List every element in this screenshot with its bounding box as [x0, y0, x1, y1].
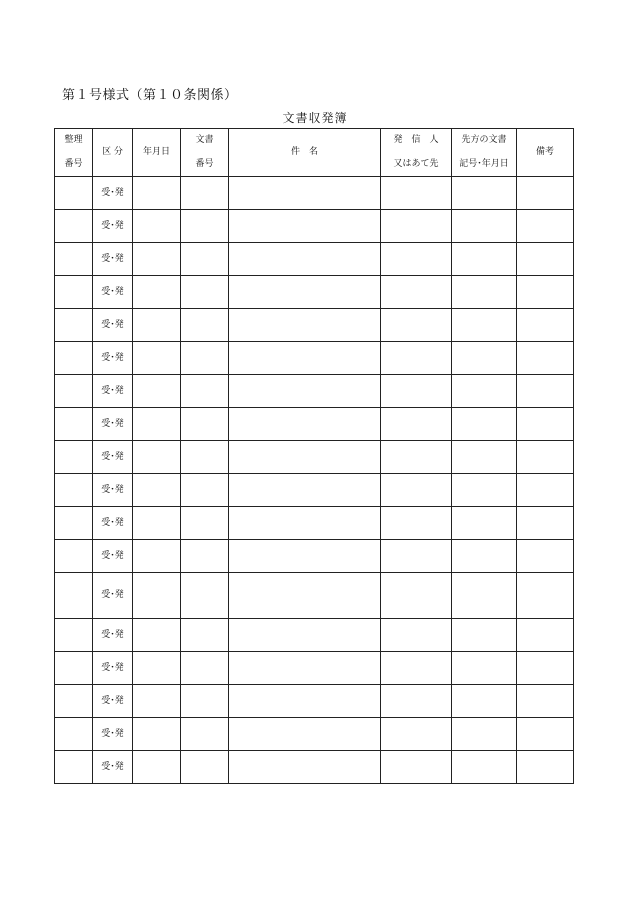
bikou-cell [517, 507, 574, 540]
bikou-cell [517, 751, 574, 784]
seiri-bangou-cell [55, 342, 93, 375]
header-kenmei: 件 名 [229, 129, 381, 177]
seiri-bangou-cell [55, 652, 93, 685]
kenmei-cell [229, 540, 381, 573]
sender-cell [381, 210, 452, 243]
kenmei-cell [229, 375, 381, 408]
kubun-cell: 受･発 [93, 243, 133, 276]
kenmei-cell [229, 718, 381, 751]
senpou-cell [452, 619, 517, 652]
bunsho-bangou-cell [181, 309, 229, 342]
senpou-cell [452, 276, 517, 309]
table-row [55, 540, 574, 573]
kubun-cell: 受･発 [93, 540, 133, 573]
seiri-bangou-cell [55, 375, 93, 408]
kenmei-cell [229, 751, 381, 784]
bikou-cell [517, 685, 574, 718]
bikou-cell [517, 540, 574, 573]
kubun-cell: 受･発 [93, 210, 133, 243]
kubun-cell: 受･発 [93, 573, 133, 619]
sender-cell [381, 540, 452, 573]
bikou-cell [517, 309, 574, 342]
kubun-cell: 受･発 [93, 652, 133, 685]
sender-cell [381, 342, 452, 375]
senpou-cell [452, 375, 517, 408]
seiri-bangou-cell [55, 540, 93, 573]
kenmei-cell [229, 652, 381, 685]
table-row [55, 342, 574, 375]
senpou-cell [452, 474, 517, 507]
kubun-cell: 受･発 [93, 441, 133, 474]
senpou-cell [452, 177, 517, 210]
kubun-cell: 受･発 [93, 474, 133, 507]
header-senpou [452, 129, 517, 177]
header-row [55, 129, 574, 177]
date-cell [133, 309, 181, 342]
bunsho-bangou-cell [181, 751, 229, 784]
bunsho-bangou-cell [181, 474, 229, 507]
bikou-cell [517, 441, 574, 474]
bikou-cell [517, 474, 574, 507]
date-cell [133, 276, 181, 309]
sender-cell [381, 408, 452, 441]
table-row [55, 751, 574, 784]
header-seiri-line1: 整理 [64, 135, 83, 145]
senpou-cell [452, 243, 517, 276]
sender-cell [381, 751, 452, 784]
senpou-cell [452, 309, 517, 342]
senpou-cell [452, 210, 517, 243]
bikou-cell [517, 718, 574, 751]
sender-cell [381, 309, 452, 342]
seiri-bangou-cell [55, 685, 93, 718]
date-cell [133, 685, 181, 718]
kubun-cell: 受･発 [93, 718, 133, 751]
senpou-cell [452, 573, 517, 619]
document-register-table [54, 128, 574, 784]
date-cell [133, 342, 181, 375]
date-cell [133, 507, 181, 540]
header-seiri-bangou [55, 129, 93, 177]
bikou-cell [517, 408, 574, 441]
table-row [55, 718, 574, 751]
date-cell [133, 474, 181, 507]
seiri-bangou-cell [55, 408, 93, 441]
senpou-cell [452, 441, 517, 474]
kubun-cell: 受･発 [93, 751, 133, 784]
bikou-cell [517, 243, 574, 276]
header-kubun: 区 分 [93, 129, 133, 177]
header-sender [381, 129, 452, 177]
sender-cell [381, 573, 452, 619]
senpou-cell [452, 342, 517, 375]
document-title: 文書収発簿 [282, 111, 348, 125]
header-sender-line1: 発 信 人 [393, 135, 439, 145]
seiri-bangou-cell [55, 619, 93, 652]
bunsho-bangou-cell [181, 573, 229, 619]
sender-cell [381, 177, 452, 210]
date-cell [133, 210, 181, 243]
kubun-cell: 受･発 [93, 276, 133, 309]
bikou-cell [517, 210, 574, 243]
seiri-bangou-cell [55, 718, 93, 751]
bunsho-bangou-cell [181, 652, 229, 685]
kubun-cell: 受･発 [93, 375, 133, 408]
seiri-bangou-cell [55, 573, 93, 619]
bunsho-bangou-cell [181, 276, 229, 309]
date-cell [133, 243, 181, 276]
bunsho-bangou-cell [181, 408, 229, 441]
table-row [55, 210, 574, 243]
bikou-cell [517, 177, 574, 210]
bikou-cell [517, 652, 574, 685]
seiri-bangou-cell [55, 309, 93, 342]
senpou-cell [452, 408, 517, 441]
date-cell [133, 751, 181, 784]
bunsho-bangou-cell [181, 243, 229, 276]
kubun-cell: 受･発 [93, 685, 133, 718]
kenmei-cell [229, 276, 381, 309]
header-senpou-line1: 先方の文書 [461, 135, 507, 145]
bikou-cell [517, 375, 574, 408]
sender-cell [381, 718, 452, 751]
sender-cell [381, 507, 452, 540]
date-cell [133, 441, 181, 474]
table-row [55, 177, 574, 210]
seiri-bangou-cell [55, 751, 93, 784]
bunsho-bangou-cell [181, 342, 229, 375]
table-row [55, 309, 574, 342]
kenmei-cell [229, 441, 381, 474]
sender-cell [381, 652, 452, 685]
header-bikou: 備考 [517, 129, 574, 177]
table-row [55, 685, 574, 718]
kenmei-cell [229, 177, 381, 210]
table-body [55, 177, 574, 784]
senpou-cell [452, 685, 517, 718]
bunsho-bangou-cell [181, 507, 229, 540]
header-bunsho-bangou [181, 129, 229, 177]
date-cell [133, 718, 181, 751]
header-seiri-line2: 番号 [64, 159, 83, 169]
table-row [55, 619, 574, 652]
sender-cell [381, 375, 452, 408]
seiri-bangou-cell [55, 210, 93, 243]
date-cell [133, 177, 181, 210]
bunsho-bangou-cell [181, 540, 229, 573]
kubun-cell: 受･発 [93, 619, 133, 652]
seiri-bangou-cell [55, 507, 93, 540]
bikou-cell [517, 573, 574, 619]
kubun-cell: 受･発 [93, 177, 133, 210]
senpou-cell [452, 652, 517, 685]
bikou-cell [517, 342, 574, 375]
bunsho-bangou-cell [181, 685, 229, 718]
header-sender-line2: 又はあて先 [393, 159, 439, 169]
senpou-cell [452, 751, 517, 784]
bunsho-bangou-cell [181, 177, 229, 210]
table-row [55, 243, 574, 276]
header-date: 年月日 [133, 129, 181, 177]
kenmei-cell [229, 342, 381, 375]
kenmei-cell [229, 474, 381, 507]
date-cell [133, 408, 181, 441]
table-row [55, 408, 574, 441]
header-bunsho-line1: 文書 [195, 135, 214, 145]
seiri-bangou-cell [55, 243, 93, 276]
sender-cell [381, 276, 452, 309]
date-cell [133, 619, 181, 652]
bunsho-bangou-cell [181, 718, 229, 751]
bunsho-bangou-cell [181, 210, 229, 243]
table-row [55, 441, 574, 474]
kenmei-cell [229, 507, 381, 540]
sender-cell [381, 685, 452, 718]
date-cell [133, 540, 181, 573]
kenmei-cell [229, 573, 381, 619]
kenmei-cell [229, 408, 381, 441]
table-header [55, 129, 574, 177]
bikou-cell [517, 276, 574, 309]
kenmei-cell [229, 619, 381, 652]
table-row [55, 652, 574, 685]
seiri-bangou-cell [55, 177, 93, 210]
kubun-cell: 受･発 [93, 507, 133, 540]
seiri-bangou-cell [55, 276, 93, 309]
kubun-cell: 受･発 [93, 408, 133, 441]
seiri-bangou-cell [55, 474, 93, 507]
kubun-cell: 受･発 [93, 309, 133, 342]
bunsho-bangou-cell [181, 375, 229, 408]
senpou-cell [452, 540, 517, 573]
bunsho-bangou-cell [181, 619, 229, 652]
senpou-cell [452, 718, 517, 751]
seiri-bangou-cell [55, 441, 93, 474]
table-row [55, 375, 574, 408]
senpou-cell [452, 507, 517, 540]
kenmei-cell [229, 243, 381, 276]
date-cell [133, 573, 181, 619]
sender-cell [381, 619, 452, 652]
bunsho-bangou-cell [181, 441, 229, 474]
table-row [55, 276, 574, 309]
sender-cell [381, 474, 452, 507]
table-row [55, 573, 574, 619]
kenmei-cell [229, 210, 381, 243]
sender-cell [381, 243, 452, 276]
table-row [55, 507, 574, 540]
form-number-label: 第１号様式（第１０条関係） [62, 88, 238, 103]
kenmei-cell [229, 685, 381, 718]
header-bunsho-line2: 番号 [195, 159, 214, 169]
header-senpou-line2: 記号･年月日 [459, 159, 509, 169]
bikou-cell [517, 619, 574, 652]
kubun-cell: 受･発 [93, 342, 133, 375]
date-cell [133, 652, 181, 685]
table-row [55, 474, 574, 507]
kenmei-cell [229, 309, 381, 342]
date-cell [133, 375, 181, 408]
sender-cell [381, 441, 452, 474]
